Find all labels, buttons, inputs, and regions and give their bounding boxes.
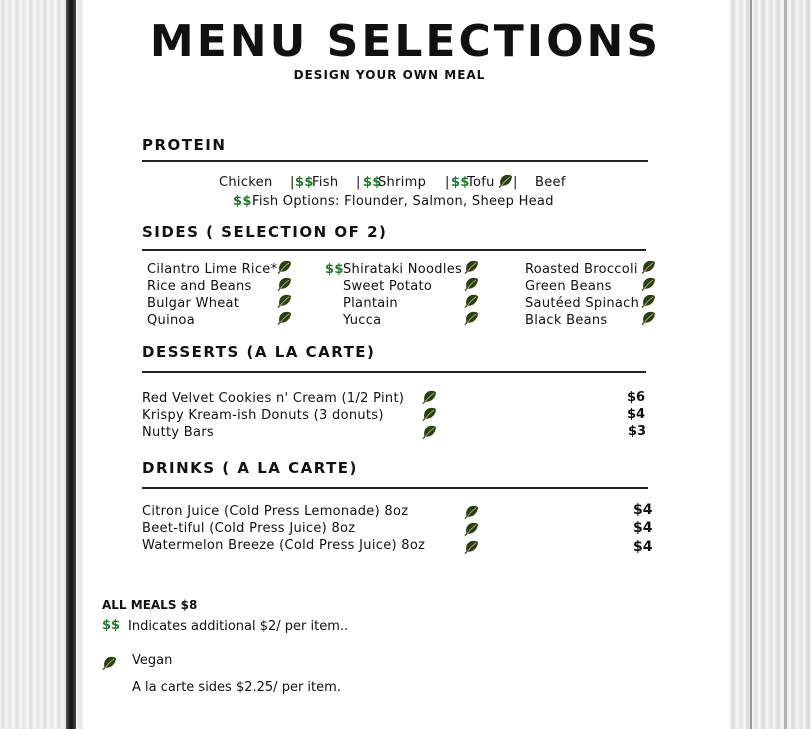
dessert-price: $3 bbox=[628, 424, 647, 439]
drink-price: $4 bbox=[633, 520, 653, 536]
protein-separator: | bbox=[356, 175, 361, 190]
drinks-divider bbox=[142, 487, 648, 489]
drinks-heading: DRINKS ( A LA CARTE) bbox=[142, 459, 358, 477]
leaf-icon bbox=[277, 294, 292, 308]
protein-heading: PROTEIN bbox=[142, 136, 227, 154]
premium-marker: $$ bbox=[325, 262, 344, 277]
leaf-icon bbox=[641, 277, 656, 291]
sides-price-note: A la carte sides $2.25/ per item. bbox=[132, 680, 341, 695]
premium-marker: $$ bbox=[233, 194, 252, 209]
side-item: Sautéed Spinach bbox=[525, 296, 640, 311]
premium-marker: $$ bbox=[295, 175, 314, 190]
sides-divider bbox=[142, 249, 646, 251]
desserts-heading: DESSERTS (A LA CARTE) bbox=[142, 343, 376, 361]
protein-beef: Beef bbox=[535, 175, 566, 190]
leaf-icon bbox=[464, 540, 479, 554]
leaf-icon bbox=[641, 294, 656, 308]
dessert-price: $4 bbox=[627, 407, 646, 422]
protein-shrimp: Shrimp bbox=[378, 175, 427, 190]
side-item: Cilantro Lime Rice* bbox=[147, 262, 278, 277]
protein-separator: | bbox=[290, 175, 295, 190]
dessert-item: Red Velvet Cookies n' Cream (1/2 Pint) bbox=[142, 391, 405, 406]
dessert-price: $6 bbox=[627, 390, 646, 405]
premium-marker: $$ bbox=[363, 175, 382, 190]
drink-item: Citron Juice (Cold Press Lemonade) 8oz bbox=[142, 504, 409, 519]
leaf-icon bbox=[102, 656, 117, 670]
protein-separator: | bbox=[445, 175, 450, 190]
protein-fish: Fish bbox=[312, 175, 339, 190]
side-item: Green Beans bbox=[525, 279, 612, 294]
side-item: Plantain bbox=[343, 296, 398, 311]
leaf-icon bbox=[641, 260, 656, 274]
leaf-icon bbox=[422, 407, 437, 421]
premium-marker: $$ bbox=[102, 618, 121, 633]
leaf-icon bbox=[641, 311, 656, 325]
fish-options: Fish Options: Flounder, Salmon, Sheep Head bbox=[252, 194, 554, 209]
protein-separator: | bbox=[513, 175, 518, 190]
wood-background-left bbox=[0, 0, 84, 729]
side-item: Shirataki Noodles bbox=[343, 262, 463, 277]
leaf-icon bbox=[277, 311, 292, 325]
leaf-icon bbox=[464, 277, 479, 291]
drink-item: Watermelon Breeze (Cold Press Juice) 8oz bbox=[142, 538, 426, 553]
leaf-icon bbox=[464, 522, 479, 536]
protein-divider bbox=[142, 160, 648, 162]
vegan-legend-text: Vegan bbox=[132, 653, 173, 668]
sides-heading: SIDES ( SELECTION OF 2) bbox=[142, 223, 388, 241]
leaf-icon bbox=[422, 390, 437, 404]
side-item: Bulgar Wheat bbox=[147, 296, 240, 311]
drink-item: Beet-tiful (Cold Press Juice) 8oz bbox=[142, 521, 356, 536]
leaf-icon bbox=[422, 425, 437, 439]
leaf-icon bbox=[464, 311, 479, 325]
wood-background-right bbox=[730, 0, 811, 729]
leaf-icon bbox=[277, 277, 292, 291]
page-subtitle: DESIGN YOUR OWN MEAL bbox=[293, 68, 486, 82]
dessert-item: Nutty Bars bbox=[142, 425, 214, 440]
protein-chicken: Chicken bbox=[219, 175, 273, 190]
leaf-icon bbox=[464, 294, 479, 308]
drink-price: $4 bbox=[633, 502, 653, 518]
side-item: Roasted Broccoli bbox=[525, 262, 638, 277]
side-item: Yucca bbox=[343, 313, 382, 328]
leaf-icon bbox=[464, 505, 479, 519]
premium-marker: $$ bbox=[451, 175, 470, 190]
premium-legend-text: Indicates additional $2/ per item.. bbox=[128, 619, 349, 634]
side-item: Quinoa bbox=[147, 313, 196, 328]
leaf-icon bbox=[498, 174, 513, 188]
protein-tofu: Tofu bbox=[467, 175, 495, 190]
side-item: Rice and Beans bbox=[147, 279, 252, 294]
side-item: Sweet Potato bbox=[343, 279, 433, 294]
leaf-icon bbox=[464, 260, 479, 274]
all-meals-price: ALL MEALS $8 bbox=[102, 598, 198, 612]
leaf-icon bbox=[277, 260, 292, 274]
drink-price: $4 bbox=[633, 539, 653, 555]
side-item: Black Beans bbox=[525, 313, 608, 328]
dessert-item: Krispy Kream-ish Donuts (3 donuts) bbox=[142, 408, 384, 423]
page-title: MENU SELECTIONS bbox=[149, 16, 662, 67]
desserts-divider bbox=[142, 371, 646, 373]
